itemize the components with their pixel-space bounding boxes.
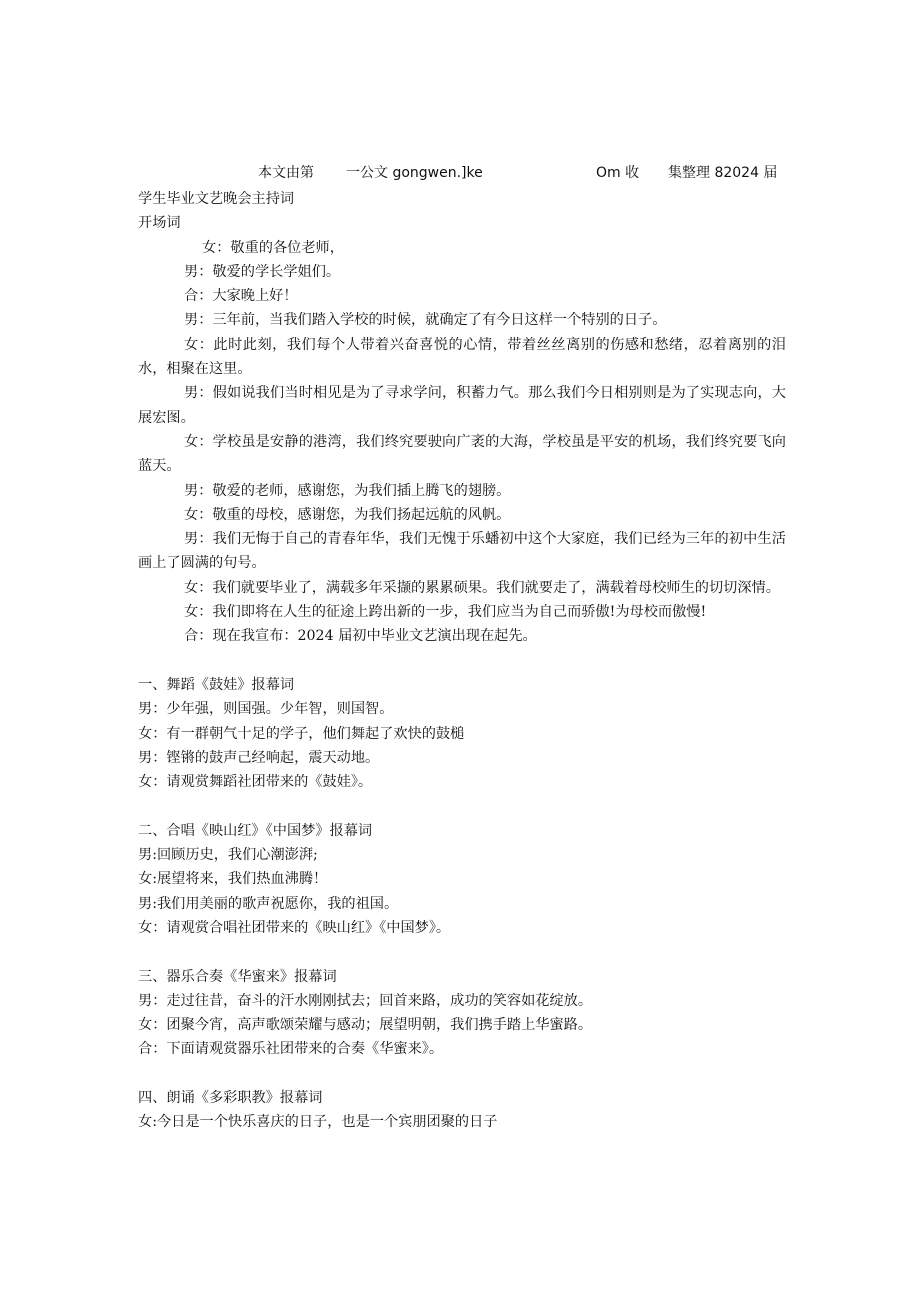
opening-line: 男：假如说我们当时相见是为了寻求学问，积蓄力气。那么我们今日相别则是为了实现志向，大展宏图。 (138, 385, 786, 426)
section-title: 三、器乐合奏《华蜜来》报幕词 (138, 968, 337, 985)
spacer (138, 1062, 786, 1086)
section-title: 一、舞蹈《鼓娃》报幕词 (138, 676, 295, 693)
opening-line: 合：大家晚上好！ (184, 288, 298, 305)
section-line: 女：请观赏舞蹈社团带来的《鼓娃》。 (138, 774, 373, 791)
header-source-part-1: 本文由第 (258, 165, 314, 181)
section-title: 二、合唱《映山红》《中国梦》报幕词 (138, 822, 373, 839)
opening-line: 合：现在我宣布：2024 届初中毕业文艺演出现在起先。 (184, 628, 537, 645)
section-line: 男：少年强，则国强。少年智，则国智。 (138, 701, 394, 718)
spacer (138, 649, 786, 673)
section-line: 女:展望将来，我们热血沸腾！ (138, 871, 328, 888)
header-source-part-3: Om 收 (596, 165, 640, 181)
opening-line: 女：敬重的母校，感谢您，为我们扬起远航的风帆。 (184, 506, 511, 523)
section-line: 男：铿锵的鼓声己经响起，震天动地。 (138, 749, 380, 766)
section-line: 男:我们用美丽的歌声祝愿你，我的祖国。 (138, 895, 399, 912)
spacer (138, 940, 786, 964)
section-line: 女：团聚今宵，高声歌颂荣耀与感动；展望明朝，我们携手踏上华蜜路。 (138, 1017, 593, 1034)
section-line: 合：下面请观赏器乐社团带来的合奏《华蜜来》。 (138, 1041, 444, 1058)
section-line: 男：走过往昔，奋斗的汗水刚刚拭去；回首来路，成功的笑容如花绽放。 (138, 992, 593, 1009)
opening-line: 男：三年前，当我们踏入学校的时候，就确定了有今日这样一个特别的日子。 (184, 312, 667, 329)
opening-line: 女：我们就要毕业了，满载多年采撷的累累硕果。我们就要走了，满载着母校师生的切切深情。 (184, 579, 780, 596)
spacer (138, 794, 786, 818)
section-title: 四、朗诵《多彩职教》报幕词 (138, 1089, 323, 1106)
opening-line: 女：我们即将在人生的征途上跨出新的一步，我们应当为自己而骄傲!为母校而傲慢! (184, 604, 707, 621)
opening-line: 女：学校虽是安静的港湾，我们终究要驶向广袤的大海，学校虽是平安的机场，我们终究要飞向蓝天。 (138, 433, 786, 475)
opening-line: 男：敬爱的老师，感谢您，为我们插上腾飞的翅膀。 (184, 482, 511, 499)
section-line: 女：请观赏合唱社团带来的《映山红》《中国梦》。 (138, 919, 451, 936)
section-line: 女:今日是一个快乐喜庆的日子，也是一个宾朋团聚的日子 (138, 1114, 498, 1131)
document-body (138, 187, 786, 1135)
opening-line: 男：敬爱的学长学姐们。 (184, 263, 341, 280)
header-source-part-4: 集整理 82024 届 (668, 165, 778, 181)
opening-line: 女：此时此刻，我们每个人带着兴奋喜悦的心情，带着丝丝离别的伤感和愁绪，忍着离别的泪水，相聚在这里。 (138, 336, 786, 378)
document-title: 学生毕业文艺晚会主持词 (138, 191, 295, 207)
section-line: 男:回顾历史，我们心潮澎湃; (138, 847, 318, 864)
section-line: 女：有一群朝气十足的学子，他们舞起了欢快的鼓槌 (138, 725, 465, 742)
opening-line: 女：敬重的各位老师， (202, 239, 344, 256)
opening-title: 开场词 (138, 215, 181, 232)
opening-line: 男：我们无悔于自己的青春年华，我们无愧于乐蟠初中这个大家庭，我们已经为三年的初中生活画上了圆满的句号。 (138, 531, 786, 572)
header-source-part-2: 一公文 gongwen.]ke (346, 165, 483, 181)
